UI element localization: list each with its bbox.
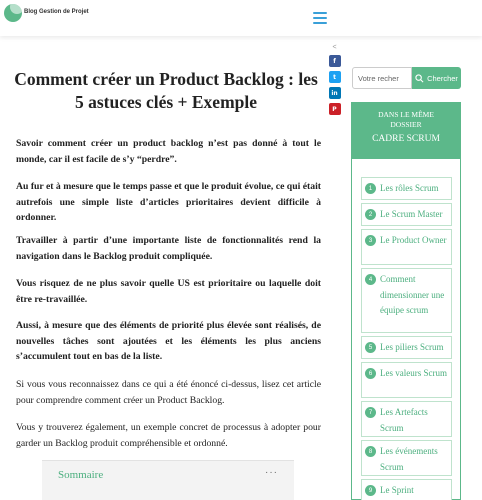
item-number: 2	[365, 209, 376, 220]
sidebar-item-valeurs[interactable]	[361, 362, 452, 398]
item-number: 7	[365, 407, 376, 418]
share-bar	[328, 44, 341, 115]
item-number: 4	[365, 274, 376, 285]
sidebar-item-label: Le Product Owner	[380, 235, 447, 245]
toc-toggle-icon[interactable]: ···	[265, 467, 278, 478]
search-icon	[415, 74, 424, 83]
item-number: 1	[365, 183, 376, 194]
site-header	[0, 0, 482, 36]
table-of-contents[interactable]	[42, 460, 294, 500]
share-icon: <	[332, 44, 337, 51]
sidebar-item-piliers[interactable]	[361, 336, 452, 359]
sidebar-item-artefacts[interactable]	[361, 401, 452, 437]
item-number: 6	[365, 368, 376, 379]
dossier-kicker: DOSSIER	[390, 120, 422, 129]
pinterest-icon[interactable]: P	[329, 103, 341, 115]
item-number: 5	[365, 342, 376, 353]
site-logo[interactable]	[4, 4, 89, 22]
search-button-label: Chercher	[427, 73, 458, 83]
hamburger-menu-button[interactable]	[306, 6, 334, 30]
sidebar-item-scrum-master[interactable]	[361, 203, 452, 226]
article-paragraph: Aussi, à mesure que des éléments de priorité plus élevée sont réalisés, de nouvelles tâches sont ajoutées et les éléments les plus anciens s’accumulent tout en bas de la liste.	[16, 320, 321, 362]
sidebar-item-product-owner[interactable]	[361, 229, 452, 265]
sidebar-item-label: Les rôles Scrum	[380, 183, 439, 193]
twitter-icon[interactable]: t	[329, 71, 341, 83]
sidebar-item-label: Comment dimensionner une équipe scrum	[380, 274, 445, 315]
dossier-kicker: DANS LE MÊME	[378, 110, 434, 119]
article-title: Comment créer un Product Backlog : les 5 astuces clés + Exemple	[14, 69, 318, 112]
sidebar-item-sprint[interactable]	[361, 479, 452, 500]
linkedin-icon[interactable]: in	[329, 87, 341, 99]
article-paragraph: Travailler à partir d’une importante liste de fonctionnalités rend la navigation dans le Backlog produit compliquée.	[16, 235, 321, 262]
article-paragraph: Vous risquez de ne plus savoir quelle US est prioritaire ou laquelle doit être re-travaillée.	[16, 278, 321, 305]
facebook-icon[interactable]: f	[329, 55, 341, 67]
menu-bar-icon	[313, 12, 327, 14]
sidebar-item-label: Les valeurs Scrum	[380, 368, 447, 378]
article-paragraph: Au fur et à mesure que le temps passe et que le produit évolue, ce qui était autrefois une simple liste d’articles prioritaires devient difficile à ordonner.	[16, 181, 321, 223]
menu-bar-icon	[313, 22, 327, 24]
dossier-header	[352, 103, 460, 159]
item-number: 3	[365, 235, 376, 246]
sidebar-item-label: Les événements Scrum	[380, 446, 438, 472]
sidebar-item-evenements[interactable]	[361, 440, 452, 476]
item-number: 9	[365, 485, 376, 496]
item-number: 8	[365, 446, 376, 457]
sidebar-item-label: Le Scrum Master	[380, 209, 443, 219]
sidebar-item-label: Le Sprint	[380, 485, 414, 495]
article-paragraph: Savoir comment créer un product backlog n’est pas donné à tout le monde, car il est facile de s’y “perdre”.	[16, 138, 321, 165]
article-paragraph: Si vous vous reconnaissez dans ce qui a été énoncé ci-dessus, lisez cet article pour comprendre comment créer un Product Backlog.	[16, 379, 321, 406]
sidebar-item-roles[interactable]	[361, 177, 452, 200]
menu-bar-icon	[313, 17, 327, 19]
logo-text: Blog Gestion de Projet	[24, 8, 89, 15]
sidebar-item-label: Les Artefacts Scrum	[380, 407, 428, 433]
search-input[interactable]	[352, 67, 412, 89]
related-dossier-panel	[351, 102, 461, 500]
search-button[interactable]	[412, 67, 461, 89]
sidebar-item-dimensionner[interactable]	[361, 268, 452, 333]
toc-title: Sommaire	[58, 469, 104, 481]
dossier-title: CADRE SCRUM	[372, 134, 440, 144]
logo-mark-icon	[4, 4, 22, 22]
article-paragraph: Vous y trouverez également, un exemple concret de processus à adopter pour garder un Backlog produit compréhensible et ordonné.	[16, 422, 321, 449]
sidebar-item-label: Les piliers Scrum	[380, 342, 444, 352]
